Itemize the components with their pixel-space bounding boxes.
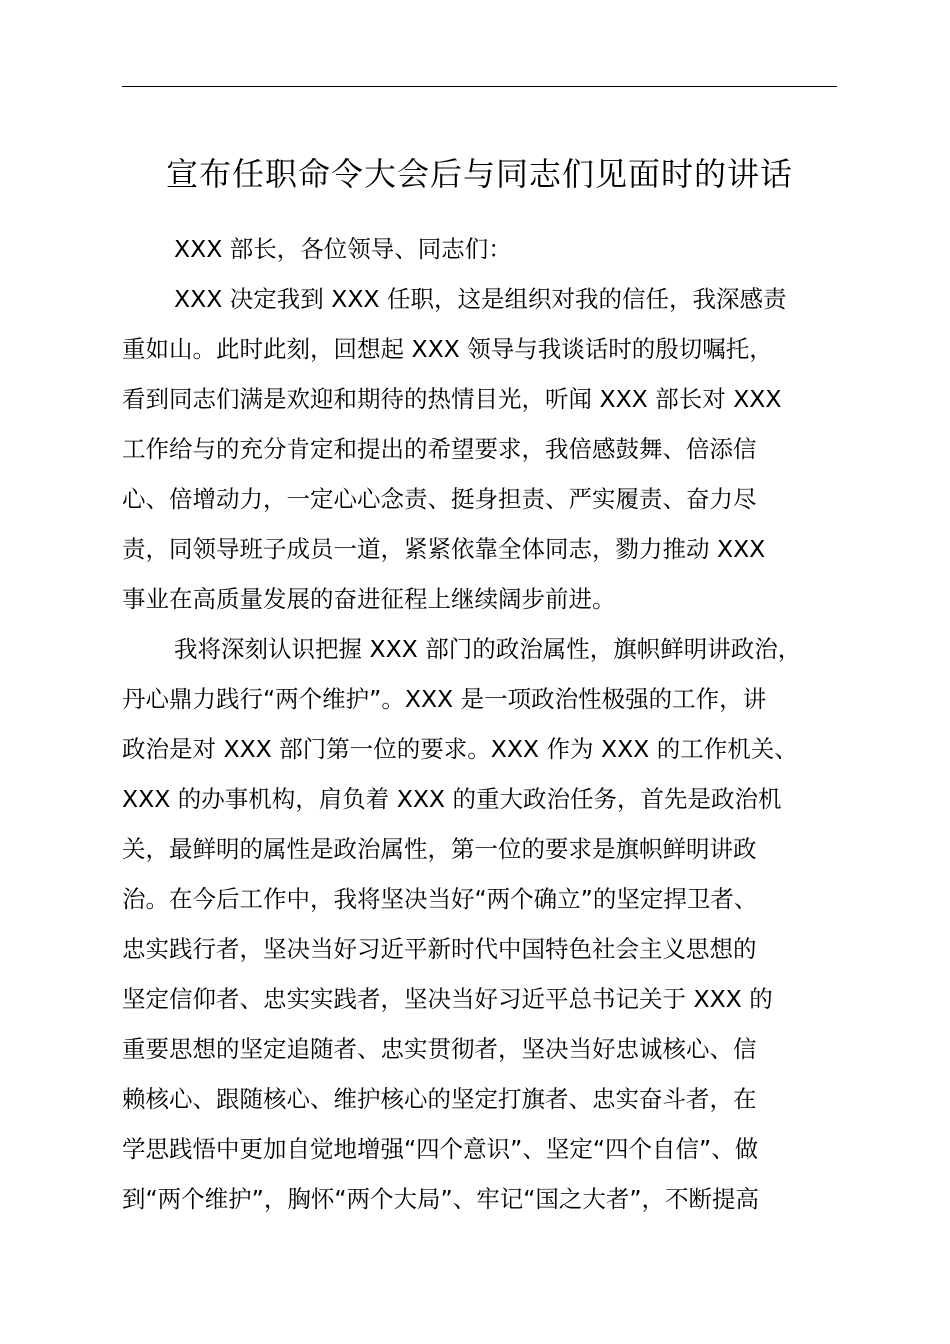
- paragraph-line: 学思践悟中更加自觉地增强“四个意识”、坚定“四个自信”、做: [122, 1135, 759, 1163]
- paragraph-line: 看到同志们满是欢迎和期待的热情目光，听闻 XXX 部长对 XXX: [122, 385, 782, 413]
- salutation-line: XXX 部长，各位领导、同志们：: [174, 235, 512, 263]
- paragraph-line: 忠实践行者，坚决当好习近平新时代中国特色社会主义思想的: [122, 935, 757, 963]
- paragraph-line: 政治是对 XXX 部门第一位的要求。XXX 作为 XXX 的工作机关、: [122, 735, 798, 763]
- paragraph-line: 重如山。此时此刻，回想起 XXX 领导与我谈话时的殷切嘱托，: [122, 335, 773, 363]
- paragraph-line: 我将深刻认识把握 XXX 部门的政治属性，旗帜鲜明讲政治，: [174, 635, 802, 663]
- paragraph-line: 重要思想的坚定追随者、忠实贯彻者，坚决当好忠诚核心、信: [122, 1035, 757, 1063]
- paragraph-line: 治。在今后工作中，我将坚决当好“两个确立”的坚定捍卫者、: [122, 885, 758, 913]
- paragraph-line: 到“两个维护”，胸怀“两个大局”、牢记“国之大者”，不断提高: [122, 1185, 760, 1213]
- paragraph-line: 坚定信仰者、忠实实践者，坚决当好习近平总书记关于 XXX 的: [122, 985, 773, 1013]
- paragraph-line: 责，同领导班子成员一道，紧紧依靠全体同志，勠力推动 XXX: [122, 535, 766, 563]
- paragraph-line: 赖核心、跟随核心、维护核心的坚定打旗者、忠实奋斗者，在: [122, 1085, 757, 1113]
- document-title: 宣布任职命令大会后与同志们见面时的讲话: [165, 155, 793, 193]
- header-rule: [122, 86, 837, 87]
- paragraph-line: 丹心鼎力践行“两个维护”。XXX 是一项政治性极强的工作，讲: [122, 685, 767, 713]
- paragraph-line: XXX 的办事机构，肩负着 XXX 的重大政治任务，首先是政治机: [122, 785, 782, 813]
- paragraph-line: 事业在高质量发展的奋进征程上继续阔步前进。: [122, 585, 616, 613]
- paragraph-line: 工作给与的充分肯定和提出的希望要求，我倍感鼓舞、倍添信: [122, 435, 757, 463]
- paragraph-line: 关，最鲜明的属性是政治属性，第一位的要求是旗帜鲜明讲政: [122, 835, 757, 863]
- paragraph-line: XXX 决定我到 XXX 任职，这是组织对我的信任，我深感责: [174, 285, 787, 313]
- paragraph-line: 心、倍增动力，一定心心念责、挺身担责、严实履责、奋力尽: [122, 485, 757, 513]
- document-body: [122, 224, 837, 1224]
